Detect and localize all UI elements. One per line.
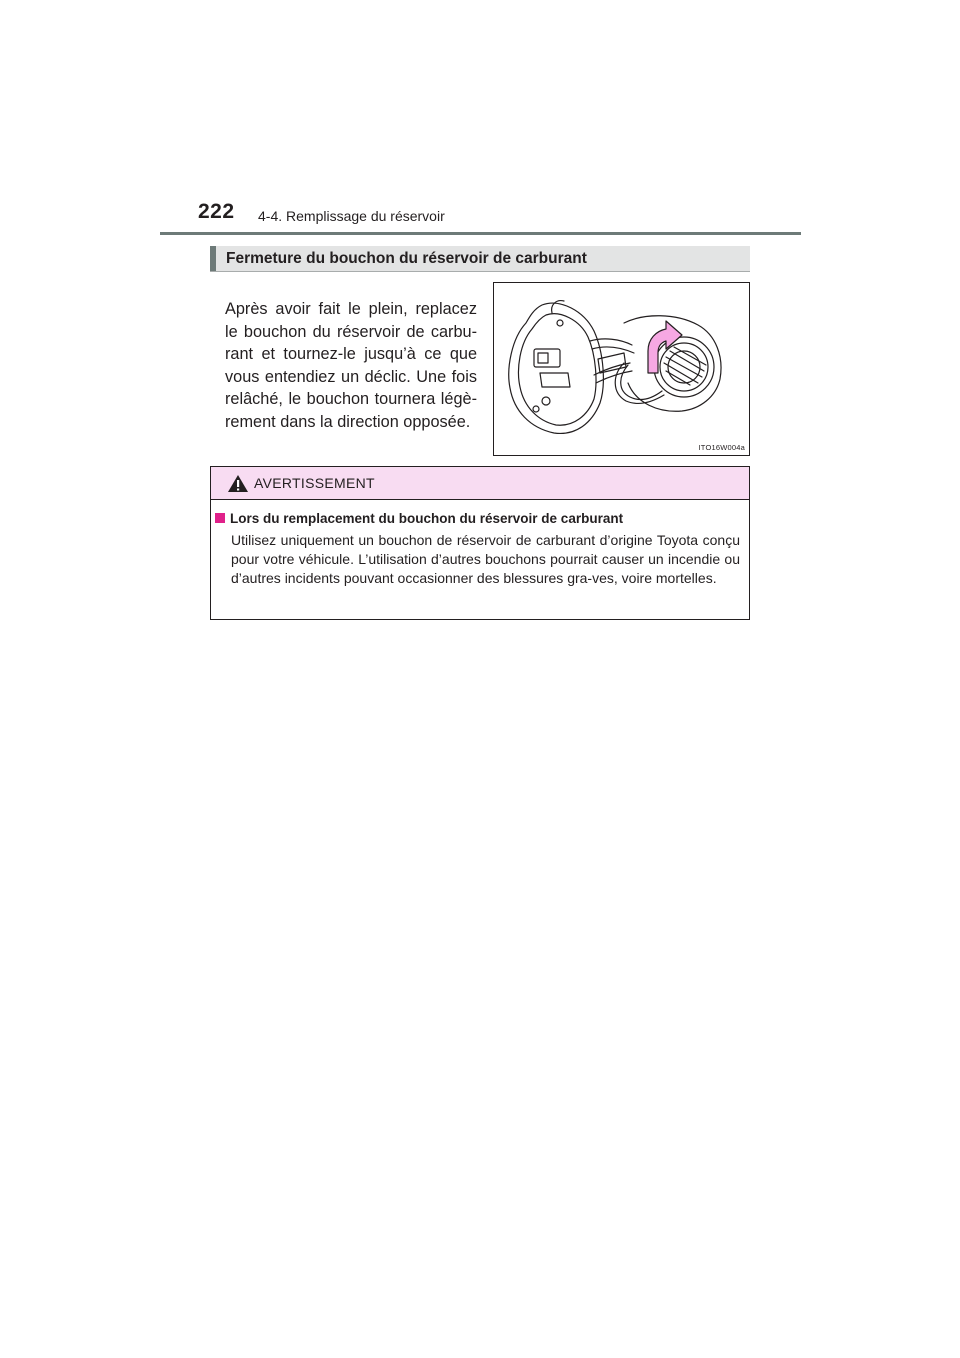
heading-accent: [210, 246, 216, 271]
warning-subheading: [215, 511, 623, 526]
warning-header: [211, 467, 749, 500]
fuel-cap-illustration: [493, 282, 750, 456]
warning-subheading-text: Lors du remplacement du bouchon du réservoir de carburant: [230, 511, 624, 526]
warning-box: [210, 466, 750, 620]
section-heading: Fermeture du bouchon du réservoir de carburant: [226, 250, 587, 267]
warning-title: AVERTISSEMENT: [254, 475, 375, 491]
header-rule: [160, 232, 801, 235]
rotation-arrow: [648, 321, 682, 373]
warning-triangle-icon: [227, 474, 249, 493]
fuel-cap-drawing: [494, 283, 749, 455]
page-number: 222: [198, 200, 235, 223]
instruction-paragraph: Après avoir fait le plein, replacez le bouchon du réservoir de carbu-rant et tournez-le jusqu’à ce que vous entendiez un déclic. Une fois relâché, le bouchon tournera légè-rement dans la direction opposée.: [225, 300, 477, 431]
section-title: 4-4. Remplissage du réservoir: [258, 208, 445, 224]
figure-code: ITO16W004a: [698, 443, 745, 452]
warning-text: Utilisez uniquement un bouchon de réservoir de carburant d’origine Toyota conçu pour votre véhicule. L’utilisation d’autres bouchons pourrait causer un incendie ou d’autres incidents pouvant occasionner des blessures gra-ves, voire mortelles.: [231, 532, 740, 586]
section-heading-bar: [210, 246, 750, 272]
bullet-square-icon: [215, 513, 225, 523]
